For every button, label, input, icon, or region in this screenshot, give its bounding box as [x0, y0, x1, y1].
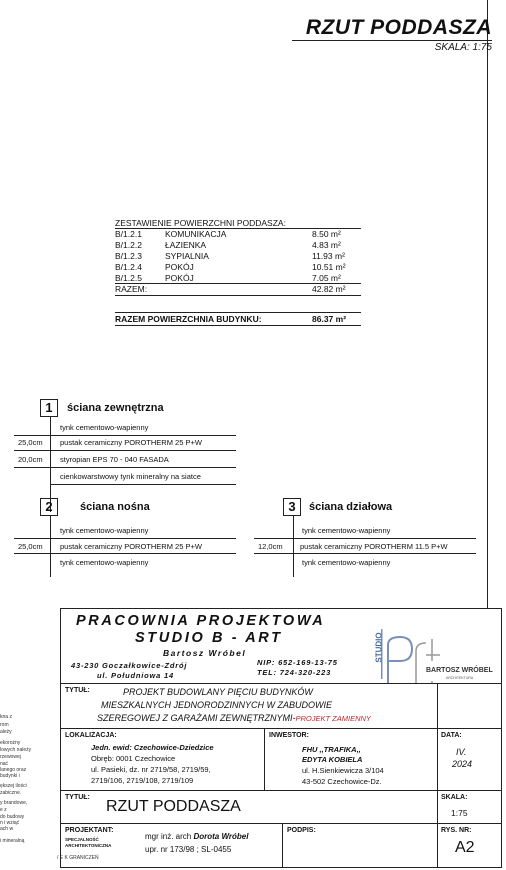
area-row	[115, 240, 361, 251]
wall-layer: tynk cementowo-wapienny	[60, 558, 149, 567]
area-code: B/1.2.5	[115, 273, 142, 283]
margin-fragment: rom	[0, 722, 9, 728]
margin-fragment: lowych należy	[0, 747, 32, 753]
area-sum-value: 42.82 m²	[312, 284, 346, 294]
designer-full-name: Dorota Wróbel	[193, 832, 249, 841]
title-label: TYTUŁ:	[65, 687, 90, 694]
logo-sub: ARCHITEKTURA	[446, 676, 474, 680]
area-value: 4.83 m²	[312, 240, 341, 250]
margin-fragment: e z	[0, 807, 7, 813]
area-building-row	[115, 314, 361, 325]
studio-logo	[368, 625, 494, 685]
studio-tel: TEL: 724-320-223	[257, 668, 332, 677]
tb-rule	[61, 683, 501, 684]
wall-layer: styropian EPS 70 - 040 FASADA	[60, 455, 169, 464]
wall-layer-rule	[14, 538, 236, 539]
tb-divider	[437, 683, 438, 867]
studio-address-2: ul. Południowa 14	[97, 671, 174, 680]
area-room: POKÓJ	[165, 262, 194, 272]
wall-layer: tynk cementowo-wapienny	[60, 526, 149, 535]
tb-divider	[282, 823, 283, 867]
project-title-line2: MIESZKALNYCH JEDNORODZINNYCH W ZABUDOWIE	[101, 700, 333, 710]
area-row	[115, 229, 361, 240]
wall-thickness: 20,0cm	[18, 455, 43, 464]
logo-side-text: STUDIO	[374, 632, 384, 663]
investor-label: INWESTOR:	[269, 732, 309, 739]
area-sum-label: RAZEM:	[115, 284, 148, 294]
wall-layer-rule	[50, 484, 236, 485]
area-room: ŁAZIENKA	[165, 240, 207, 250]
building-area-rule-top	[115, 312, 361, 313]
designer-specialty-2: ARCHITEKTONICZNA	[65, 843, 112, 848]
building-area-value: 86.37 m²	[312, 314, 347, 324]
wall-layer: pustak ceramiczny POROTHERM 25 P+W	[60, 438, 202, 447]
wall-number-box: 2	[40, 498, 58, 516]
wall-layer: tynk cementowo-wapienny	[302, 558, 391, 567]
wall-layer-rule	[14, 467, 236, 468]
area-code: B/1.2.3	[115, 251, 142, 261]
wall-title: ściana zewnętrzna	[67, 402, 164, 414]
investor-line4: 43-502 Czechowice-Dz.	[302, 777, 382, 786]
location-line1: Jedn. ewid: Czechowice-Dziedzice	[91, 743, 214, 752]
wall-layer-rule	[14, 553, 236, 554]
wall-leader-line	[50, 515, 51, 577]
margin-fragment: ach w	[0, 826, 14, 832]
margin-fragment: zabiczne.	[0, 790, 22, 796]
frame-right-line	[487, 0, 488, 608]
area-row	[115, 251, 361, 262]
location-line4: 2719/106, 2719/108, 2719/109	[91, 776, 194, 785]
wall-layer: cienkowarstwowy tynk mineralny na siatce	[60, 472, 201, 481]
investor-line2: EDYTA KOBIELA	[302, 755, 363, 764]
margin-fragment: budynki i	[0, 773, 20, 779]
margin-fragment: i mineralną	[0, 838, 25, 844]
area-code: B/1.2.1	[115, 229, 142, 239]
area-code: B/1.2.2	[115, 240, 142, 250]
studio-logo-graphic	[368, 625, 494, 685]
project-variant-label: PROJEKT ZAMIENNY	[295, 714, 371, 723]
page-title: RZUT PODDASZA	[305, 16, 492, 39]
tb-divider	[264, 728, 265, 790]
margin-fragment: / E K GRANICZEŃ	[57, 855, 99, 861]
wall-thickness: 25,0cm	[18, 542, 43, 551]
wall-number-box: 1	[40, 399, 58, 417]
building-area-rule-bottom	[115, 325, 361, 326]
wall-layer: pustak ceramiczny POROTHERM 11.5 P+W	[300, 542, 448, 551]
area-room: POKÓJ	[165, 273, 194, 283]
drawing-number: A2	[455, 839, 475, 856]
page-scale: SKALA: 1:75	[434, 42, 492, 53]
wall-layer-rule	[14, 450, 236, 451]
studio-address-1: 43-230 Goczałkowice-Zdrój	[71, 661, 188, 670]
wall-title: ściana działowa	[309, 501, 393, 513]
area-table-heading: ZESTAWIENIE POWIERZCHNI PODDASZA:	[115, 218, 286, 228]
area-sum-row	[115, 284, 361, 295]
wall-layer-rule	[254, 538, 476, 539]
wall-layer: tynk cementowo-wapienny	[302, 526, 391, 535]
location-label: LOKALIZACJA:	[65, 732, 117, 739]
designer-license: upr. nr 173/98 ; SL-0455	[145, 845, 232, 854]
wall-thickness: 25,0cm	[18, 438, 43, 447]
title-underline	[292, 40, 492, 41]
area-code: B/1.2.4	[115, 262, 142, 272]
tb-rule	[61, 728, 501, 729]
wall-layer-rule	[254, 553, 476, 554]
margin-fragment: lanego oraz	[0, 767, 27, 773]
area-value: 8.50 m²	[312, 229, 341, 239]
tb-rule	[61, 823, 501, 824]
studio-name-line1: PRACOWNIA PROJEKTOWA	[76, 613, 326, 629]
margin-fragment: kna z	[0, 714, 12, 720]
area-sum-rule	[115, 295, 361, 296]
area-room: KOMUNIKACJA	[165, 229, 227, 239]
margin-fragment: rzewowej	[0, 754, 21, 760]
area-row	[115, 262, 361, 273]
area-value: 11.93 m²	[312, 251, 345, 261]
studio-nip: NIP: 652-169-13-75	[257, 658, 338, 667]
drawing-number-label: RYS. NR:	[441, 827, 472, 834]
scale-label: SKALA:	[441, 794, 468, 801]
designer-label: PROJEKTANT:	[65, 827, 114, 834]
tb-rule	[61, 790, 501, 791]
signature-label: PODPIS:	[287, 827, 316, 834]
margin-fragment: y brandowe,	[0, 800, 28, 806]
wall-leader-line	[293, 515, 294, 577]
project-title-line3-text: SZEREGOWEJ Z GARAŻAMI ZEWNĘTRZNYMI-	[97, 713, 296, 723]
sheet-title: RZUT PODDASZA	[106, 798, 241, 815]
margin-fragment: ększej ilości	[0, 783, 27, 789]
studio-owner: Bartosz Wróbel	[163, 648, 247, 658]
area-value: 7.05 m²	[312, 273, 341, 283]
investor-line3: ul. H.Sienkiewicza 3/104	[302, 766, 384, 775]
margin-fragment: nać	[0, 761, 9, 767]
designer-title: mgr inż. arch	[145, 832, 192, 841]
margin-fragment: n i wziąć	[0, 820, 20, 826]
margin-fragment: ależy	[0, 729, 12, 735]
project-title-line3	[97, 713, 371, 723]
wall-thickness: 12,0cm	[258, 542, 283, 551]
date-label: DATA:	[441, 732, 462, 739]
scale-value: 1:75	[451, 808, 468, 818]
location-line2: Obręb: 0001 Czechowice	[91, 754, 176, 763]
wall-title: ściana nośna	[80, 501, 150, 513]
margin-fragment: do budowy	[0, 814, 25, 820]
location-line3: ul. Pasieki, dz. nr 2719/58, 2719/59,	[91, 765, 211, 774]
logo-name: BARTOSZ WRÓBEL	[426, 667, 493, 674]
area-room: SYPIALNIA	[165, 251, 209, 261]
project-title-line1: PROJEKT BUDOWLANY PIĘCIU BUDYNKÓW	[123, 687, 313, 697]
sheet-title-label: TYTUŁ:	[65, 794, 90, 801]
studio-name-line2: STUDIO B - ART	[135, 630, 283, 646]
date-line1: IV.	[456, 747, 467, 757]
building-area-label: RAZEM POWIERZCHNIA BUDYNKU:	[115, 314, 262, 324]
margin-fragment: ekorożny	[0, 740, 21, 746]
wall-layer-rule	[14, 435, 236, 436]
area-value: 10.51 m²	[312, 262, 346, 272]
designer-name	[145, 832, 248, 841]
wall-layer: pustak ceramiczny POROTHERM 25 P+W	[60, 542, 202, 551]
investor-line1: FHU ,,TRAFIKA,,	[302, 745, 361, 754]
designer-specialty-1: SPECJALNOŚĆ	[65, 837, 99, 842]
wall-layer: tynk cementowo-wapienny	[60, 423, 149, 432]
date-line2: 2024	[452, 759, 473, 769]
wall-number-box: 3	[283, 498, 301, 516]
title-block	[60, 608, 502, 868]
